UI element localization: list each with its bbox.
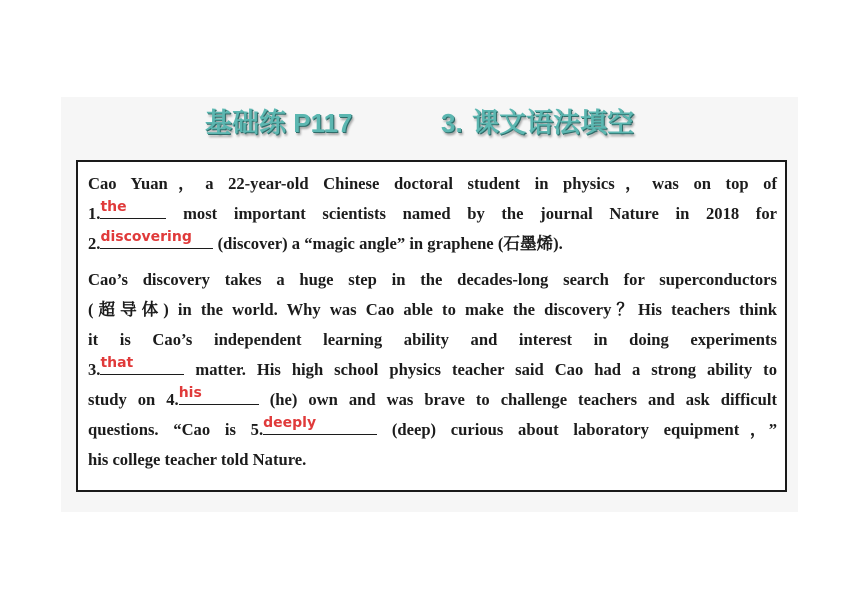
answer-blank-2[interactable] [100,229,213,249]
blank-number: 2. [88,234,101,253]
passage-text: (discover) a “magic angle” in graphene (石墨烯). [213,234,563,253]
section-title [441,103,634,144]
passage-line: Cao’s discovery takes a huge step in the decades-long search for superconductors [88,270,777,289]
passage-line [88,385,777,415]
answer-blank-4[interactable] [179,385,259,405]
answer-blank-1[interactable] [100,199,166,219]
passage-text: questions. “Cao is 5. [88,420,264,439]
passage-line: his college teacher told Nature. [88,450,307,469]
answer-5: deeply [263,415,317,431]
blank-number: 1. [88,204,101,223]
paragraph-1 [88,169,777,259]
title-cn: 基础练 [205,108,286,139]
exercise-title [205,103,353,144]
passage-text: matter. His high school physics teacher said Cao had a strong ability to [184,360,777,379]
answer-2: discovering [100,229,192,245]
answer-1: the [100,199,127,215]
section-number: 3. [441,108,463,138]
passage-line [88,415,777,445]
answer-blank-5[interactable] [263,415,377,435]
blank-number: 3. [88,360,101,379]
passage-line: (超导体) in the world. Why was Cao able to make the discovery？His teachers think [88,300,777,319]
title-page: P117 [286,108,353,138]
passage-line: Cao Yuan，a 22-year-old Chinese doctoral student in physics，was on top of [88,174,777,193]
paragraph-2 [88,265,777,475]
passage-text: (he) own and was brave to challenge teachers and ask difficult [258,390,777,409]
answer-blank-3[interactable] [100,355,184,375]
passage-text: (deep) curious about laboratory equipment，” [377,420,777,439]
section-title-cn: 课文语法填空 [472,108,635,139]
passage-line [88,229,777,259]
passage-line: it is Cao’s independent learning ability and interest in doing experiments [88,330,777,349]
passage-line [88,355,777,385]
passage-line [88,199,777,229]
answer-4: his [178,385,202,401]
passage-box [76,160,787,492]
passage-text: study on 4. [88,390,179,409]
passage-text: most important scientists named by the journal Nature in 2018 for [166,204,777,223]
answer-3: that [100,355,134,371]
